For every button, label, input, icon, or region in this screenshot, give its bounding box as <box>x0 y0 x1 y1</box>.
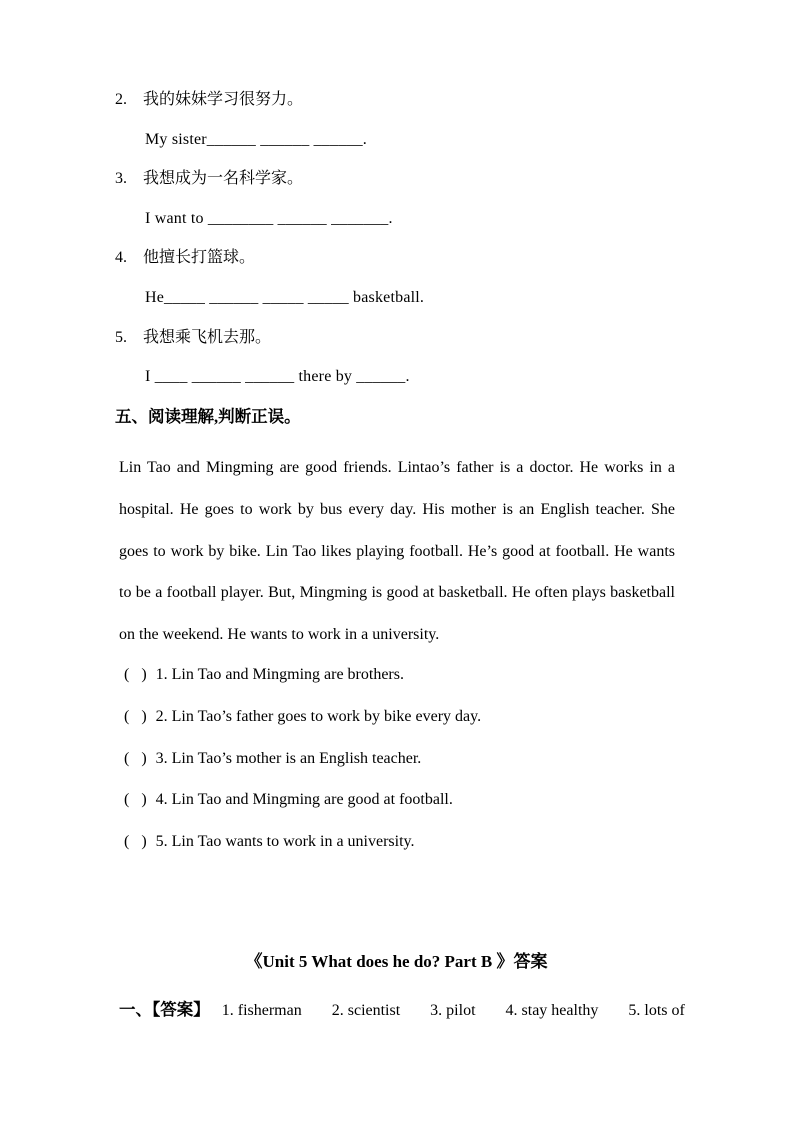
passage-line: Lin Tao and Mingming are good friends. Lintao’s father is a doctor. He works in a <box>119 459 675 476</box>
item-number: 2. <box>115 91 127 108</box>
tf-question-text: 5. Lin Tao wants to work in a university. <box>155 833 415 851</box>
translation-item-answer-blanks: I ____ ______ ______ there by ______. <box>145 368 410 386</box>
tf-question <box>124 654 693 696</box>
translation-item-prompt <box>115 159 693 199</box>
translation-item-prompt <box>115 80 693 120</box>
item-number: 4. <box>115 249 127 267</box>
translation-item-prompt <box>115 238 693 278</box>
answer-bracket: ( ) <box>124 666 147 683</box>
passage-line: goes to work by bike. Lin Tao likes playing football. He’s good at football. He wants <box>119 542 675 560</box>
answer-item: 3. pilot <box>430 1002 476 1019</box>
translation-item-answer-blanks: I want to ________ ______ _______. <box>145 209 393 227</box>
item-number: 5. <box>115 328 127 346</box>
tf-question <box>124 738 693 780</box>
passage-line: to be a football player. But, Mingming is good at basketball. He often plays basketball <box>119 584 675 602</box>
tf-question-text: 3. Lin Tao’s mother is an English teacher. <box>155 749 422 767</box>
translation-item-answer-blanks: He_____ ______ _____ _____ basketball. <box>145 288 425 306</box>
passage-line: hospital. He goes to work by bus every day. His mother is an English teacher. She <box>119 500 675 518</box>
answer-key-line <box>119 996 703 1025</box>
answer-bracket: ( ) <box>124 791 147 809</box>
answer-item: 5. lots of <box>628 1002 685 1019</box>
translation-section <box>115 80 693 436</box>
item-chinese-text: 我想乘飞机去那。 <box>143 328 272 346</box>
answer-item: 1. fisherman <box>221 1002 302 1019</box>
tf-question <box>124 696 693 738</box>
answer-bracket: ( ) <box>124 749 147 767</box>
tf-question-text: 4. Lin Tao and Mingming are good at football. <box>155 791 453 809</box>
item-chinese-text: 他擅长打篮球。 <box>143 249 256 267</box>
translation-item-answer-blanks: My sister______ ______ ______. <box>145 130 367 148</box>
tf-question-text: 1. Lin Tao and Mingming are brothers. <box>155 666 404 683</box>
tf-question <box>124 779 693 821</box>
reading-passage <box>119 447 675 656</box>
tf-question-text: 2. Lin Tao’s father goes to work by bike every day. <box>155 707 482 725</box>
item-number: 3. <box>115 170 127 188</box>
answer-item: 2. scientist <box>331 1002 401 1019</box>
answer-key-title: 《Unit 5 What does he do? Part B 》答案 <box>245 952 548 971</box>
reading-section-heading: 五、阅读理解,判断正误。 <box>115 406 301 426</box>
item-chinese-text: 我的妹妹学习很努力。 <box>143 91 304 108</box>
answer-bracket: ( ) <box>124 833 147 851</box>
item-chinese-text: 我想成为一名科学家。 <box>143 170 304 188</box>
true-false-questions <box>124 654 693 863</box>
answer-item: 4. stay healthy <box>505 1002 599 1019</box>
answer-key-label: 一、【答案】 <box>119 1000 210 1019</box>
answer-bracket: ( ) <box>124 707 147 725</box>
passage-line: on the weekend. He wants to work in a university. <box>119 626 440 644</box>
tf-question <box>124 821 693 863</box>
translation-item-prompt <box>115 318 693 358</box>
